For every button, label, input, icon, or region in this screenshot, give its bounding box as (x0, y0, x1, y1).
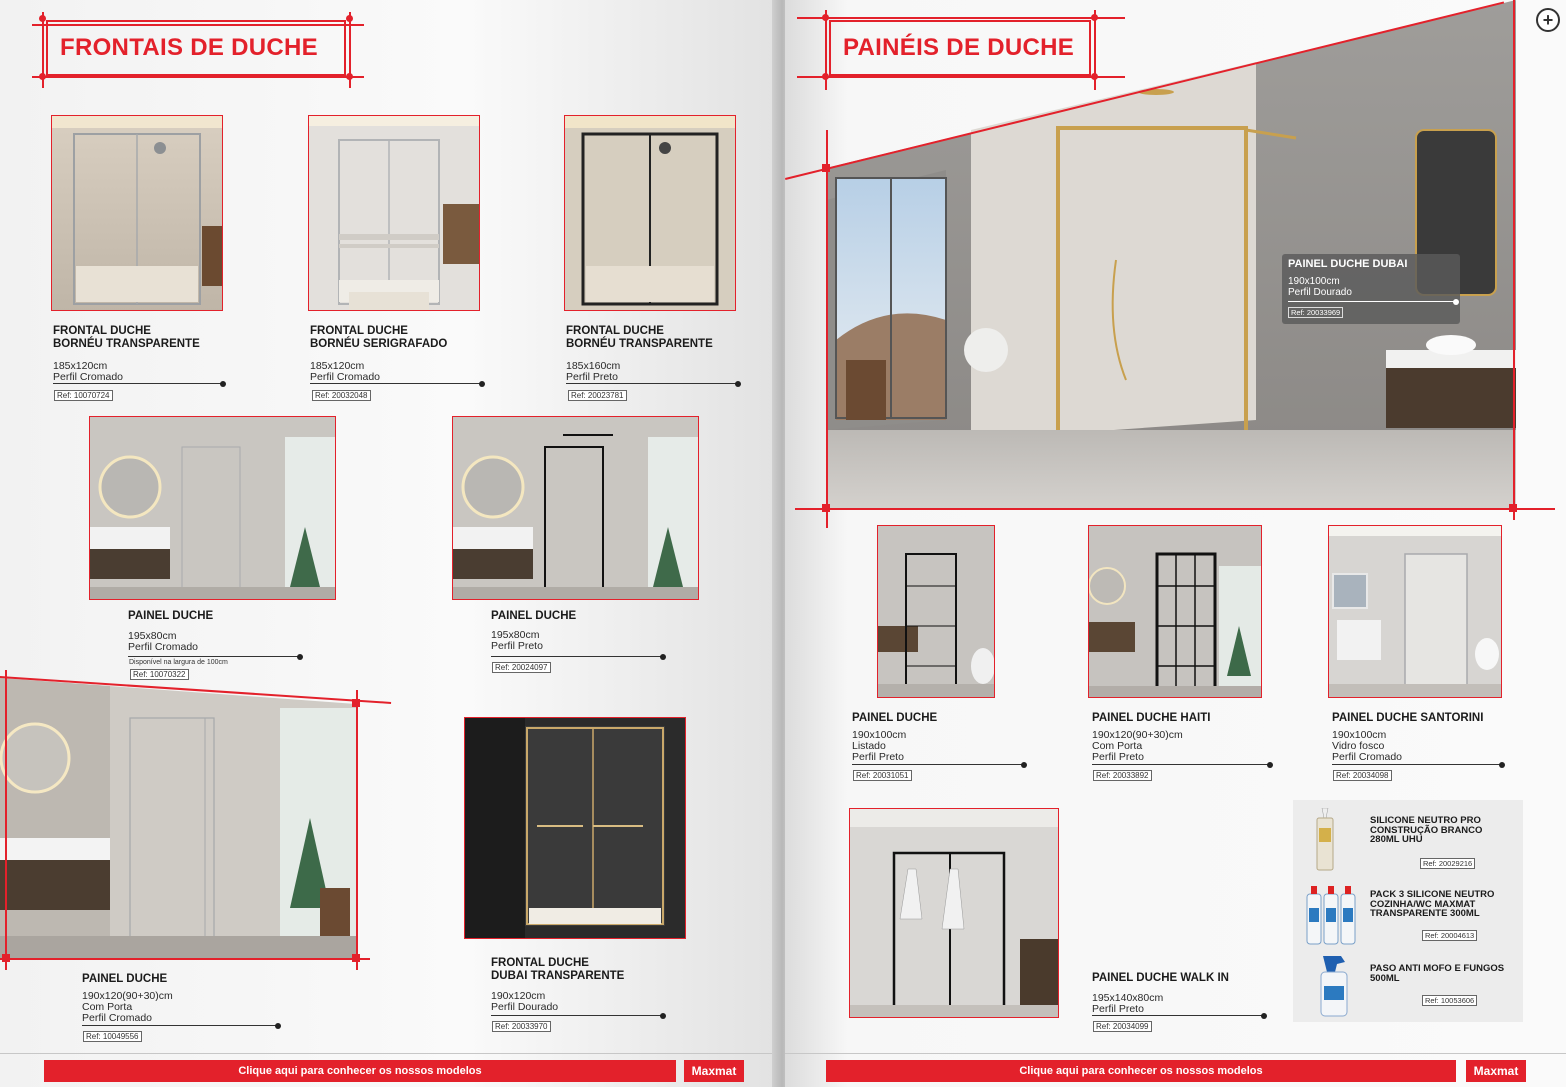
product-ref: Ref: 20034098 (1333, 770, 1392, 781)
product-divider (491, 1015, 663, 1016)
accessory-title: PASO ANTI MOFO E FUNGOS 500ML (1370, 963, 1505, 984)
product-spec: 190x120(90+30)cm Com Porta Perfil Cromado (82, 990, 173, 1024)
product-spec: 195x140x80cm Perfil Preto (1092, 992, 1164, 1015)
cta-models-button[interactable]: Clique aqui para conhecer os nossos modelos (44, 1060, 676, 1082)
left-page (0, 0, 778, 1087)
product-spec: 185x120cm Perfil Cromado (310, 360, 381, 383)
product-ref: Ref: 20031051 (853, 770, 912, 781)
corner-dot (346, 73, 353, 80)
product-title: PAINEL DUCHE (852, 712, 938, 724)
product-ref: Ref: 10070724 (54, 390, 113, 401)
product-spec: 190x120cm Perfil Dourado (491, 990, 559, 1013)
walk-in-shower-image (0, 678, 356, 958)
hotspot-ref: Ref: 20033969 (1288, 307, 1343, 318)
product-divider (491, 656, 663, 657)
product-divider (1092, 764, 1270, 765)
product-photo[interactable] (564, 115, 736, 311)
product-spec: 195x80cm Perfil Cromado (128, 630, 199, 653)
product-spec: 185x120cm Perfil Cromado (53, 360, 124, 383)
corner-square (352, 699, 360, 707)
shower-panel-image (878, 526, 995, 698)
product-title: PAINEL DUCHE (128, 610, 214, 622)
accessory-title: PACK 3 SILICONE NEUTRO COZINHA/WC MAXMAT TRANSPARENTE 300ML (1370, 889, 1495, 919)
accessory-ref: Ref: 20004613 (1422, 930, 1477, 941)
accessories-panel (1293, 800, 1523, 1022)
product-title: PAINEL DUCHE (82, 973, 168, 985)
hotspot-title: PAINEL DUCHE DUBAI (1288, 258, 1408, 270)
accessory-ref: Ref: 10053606 (1422, 995, 1477, 1006)
section-title-frontais (46, 20, 346, 76)
dubai-front-image (465, 718, 686, 939)
product-photo[interactable] (464, 717, 686, 939)
frame-rule (0, 958, 370, 960)
brand-logo-button[interactable]: Maxmat (684, 1060, 744, 1082)
product-divider (1332, 764, 1502, 765)
section-title-text: FRONTAIS DE DUCHE (60, 34, 318, 61)
spray-bottle-icon (1315, 952, 1355, 1018)
product-photo[interactable] (51, 115, 223, 311)
product-photo[interactable] (452, 416, 699, 600)
product-spec: 190x100cm Listado Perfil Preto (852, 729, 907, 763)
shower-front-image (52, 116, 223, 311)
product-ref: Ref: 20032048 (312, 390, 371, 401)
product-ref: Ref: 20033970 (492, 1021, 551, 1032)
shower-panel-image (90, 417, 336, 600)
shower-santorini-image (1329, 526, 1502, 698)
product-ref: Ref: 20024097 (492, 662, 551, 673)
product-divider (82, 1025, 278, 1026)
product-divider (53, 383, 223, 384)
corner-square (2, 954, 10, 962)
product-spec: 190x100cm Vidro fosco Perfil Cromado (1332, 729, 1403, 763)
hotspot-divider (1288, 301, 1456, 302)
product-divider (566, 383, 738, 384)
frame-rule (795, 508, 1555, 510)
hotspot-label[interactable] (1282, 254, 1460, 324)
product-photo[interactable] (849, 808, 1059, 1018)
product-ref: Ref: 20023781 (568, 390, 627, 401)
shower-front-image (309, 116, 480, 311)
product-photo[interactable] (1088, 525, 1262, 698)
product-spec: 185x160cm Perfil Preto (566, 360, 621, 383)
product-ref: Ref: 20033892 (1093, 770, 1152, 781)
shower-front-image (565, 116, 736, 311)
product-photo[interactable] (308, 115, 480, 311)
corner-square (352, 954, 360, 962)
product-divider (128, 656, 300, 657)
availability-note: Disponível na largura de 100cm (129, 659, 228, 666)
accessory-title: SILICONE NEUTRO PRO CONSTRUÇÃO BRANCO 280ML UHU (1370, 815, 1483, 845)
footer-rule (785, 1053, 1566, 1054)
right-page (785, 0, 1566, 1087)
product-title: PAINEL DUCHE HAITI (1092, 712, 1211, 724)
product-divider (310, 383, 482, 384)
product-ref: Ref: 10070322 (130, 669, 189, 680)
product-title: FRONTAL DUCHE BORNÉU SERIGRAFADO (310, 325, 448, 350)
silicone-tube-icon (1313, 808, 1337, 872)
corner-square (1509, 504, 1517, 512)
silicone-pack-icon (1305, 884, 1357, 946)
product-title: PAINEL DUCHE (491, 610, 577, 622)
hotspot-spec: 190x100cm Perfil Dourado (1288, 276, 1352, 298)
section-title-text: PAINÉIS DE DUCHE (843, 34, 1075, 61)
product-photo-large[interactable] (0, 678, 356, 958)
product-divider (1092, 1015, 1264, 1016)
corner-dot (39, 15, 46, 22)
product-title: FRONTAL DUCHE BORNÉU TRANSPARENTE (566, 325, 713, 350)
product-title: PAINEL DUCHE SANTORINI (1332, 712, 1484, 724)
frame-rule (826, 130, 828, 528)
product-spec: 190x120(90+30)cm Com Porta Perfil Preto (1092, 729, 1183, 763)
corner-dot (39, 73, 46, 80)
accessory-ref: Ref: 20029216 (1420, 858, 1475, 869)
product-photo[interactable] (877, 525, 995, 698)
product-title: FRONTAL DUCHE DUBAI TRANSPARENTE (491, 957, 625, 982)
frame-rule (356, 690, 358, 970)
brand-logo-button[interactable]: Maxmat (1466, 1060, 1526, 1082)
footer-rule (0, 1053, 778, 1054)
product-title: PAINEL DUCHE WALK IN (1092, 972, 1229, 984)
shower-haiti-image (1089, 526, 1262, 698)
product-spec: 195x80cm Perfil Preto (491, 629, 543, 652)
product-divider (852, 764, 1024, 765)
zoom-in-icon[interactable]: + (1536, 8, 1560, 32)
product-photo[interactable] (1328, 525, 1502, 698)
product-ref: Ref: 20034099 (1093, 1021, 1152, 1032)
shower-panel-image (453, 417, 699, 600)
shower-walk-in-image (850, 809, 1059, 1018)
frame-rule (5, 670, 7, 970)
header-rule (32, 76, 364, 78)
corner-square (822, 164, 830, 172)
corner-square (822, 504, 830, 512)
frame-rule (1513, 0, 1515, 520)
corner-dot (346, 15, 353, 22)
product-title: FRONTAL DUCHE BORNÉU TRANSPARENTE (53, 325, 200, 350)
product-photo[interactable] (89, 416, 336, 600)
cta-models-button[interactable]: Clique aqui para conhecer os nossos modelos (826, 1060, 1456, 1082)
product-ref: Ref: 10049556 (83, 1031, 142, 1042)
